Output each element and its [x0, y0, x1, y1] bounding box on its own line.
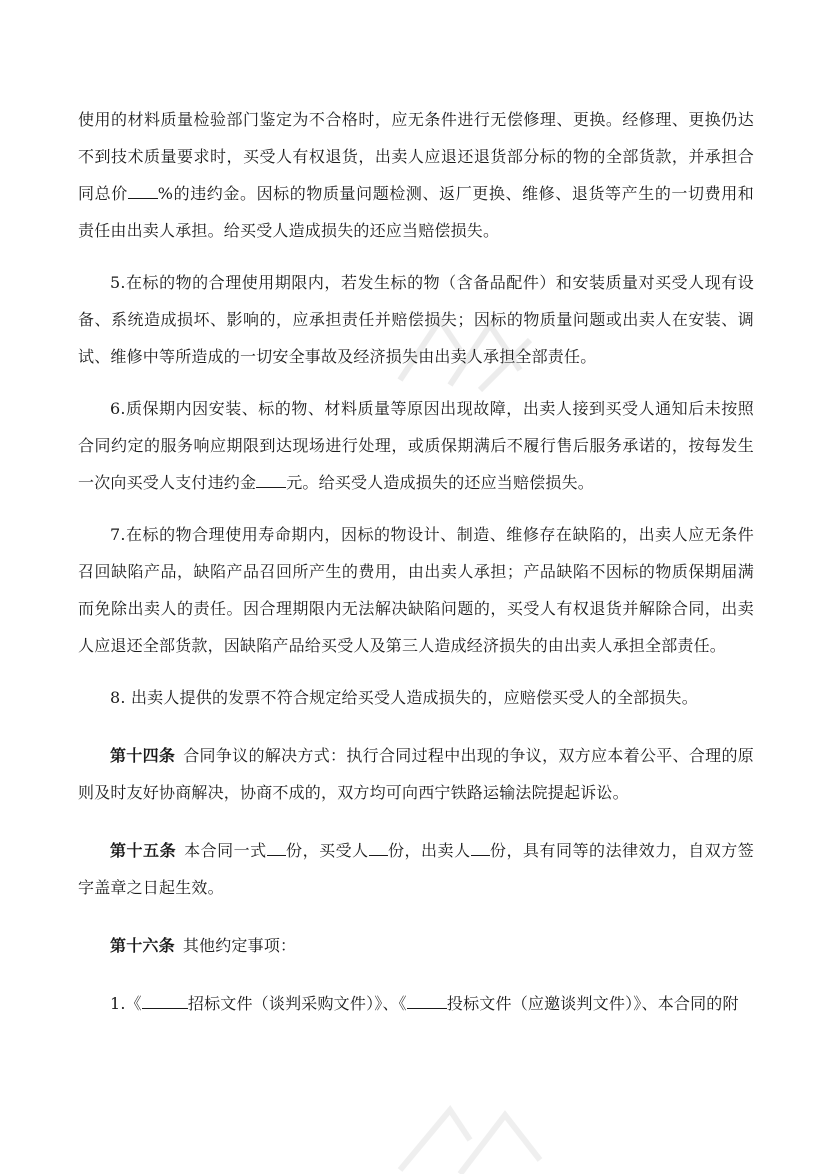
blank-tender-doc[interactable]: [142, 994, 188, 1009]
contract-body: [78, 101, 754, 1037]
paragraph-item-7: 7.在标的物合理使用寿命期内，因标的物设计、制造、维修存在缺陷的，出卖人应无条件召回缺陷产品，缺陷产品召回所产生的费用，由出卖人承担；产品缺陷不因标的物质保期届满而免除出卖人的责任。因合理期限内无法解决缺陷问题的，买受人有权退货并解除合同，出卖人应退还全部货款，因缺陷产品给买受人及第三人造成经济损失的由出卖人承担全部责任。: [78, 525, 754, 655]
paragraph-quality-clause: 使用的材料质量检验部门鉴定为不合格时，应无条件进行无偿修理、更换。经修理、更换仍达不到技术质量要求时，买受人有权退货，出卖人应退还退货部分标的物的全部货款，并承担合同总价 %的违约金。因标的物质量问题检测、返厂更换、维修、退货等产生的一切费用和责任由出卖人承担。给买受人造成损失的还应当赔偿损失。: [78, 110, 755, 240]
paragraph-item-8: 8. 出卖人提供的发票不符合规定给买受人造成损失的，应赔偿买受人的全部损失。: [110, 688, 698, 707]
blank-copies-seller[interactable]: [471, 841, 490, 856]
article-16-heading: 第十六条: [110, 936, 175, 955]
watermark-graphic-bottom: [390, 1080, 550, 1174]
blank-copies-total[interactable]: [267, 841, 286, 856]
blank-percent[interactable]: [128, 184, 158, 199]
article-15-heading: 第十五条: [110, 841, 177, 860]
blank-copies-buyer[interactable]: [369, 841, 388, 856]
article-14-heading: 第十四条: [110, 746, 176, 765]
watermark-graphic: [390, 300, 540, 400]
paragraph-item-1: 1.《 招标文件（谈判采购文件）》、《 投标文件（应邀谈判文件）》、本合同的附: [110, 994, 739, 1013]
paragraph-article-16: 第十六条 其他约定事项：: [110, 936, 297, 955]
paragraph-item-5: 5.在标的物的合理使用期限内，若发生标的物（含备品配件）和安装质量对买受人现有设备、系统造成损坏、影响的，应承担责任并赔偿损失；因标的物质量问题或出卖人在安装、调试、维修中等所造成的一切安全事故及经济损失由出卖人承担全部责任。: [78, 273, 754, 366]
paragraph-item-6: 6.质保期内因安装、标的物、材料质量等原因出现故障，出卖人接到买受人通知后未按照合同约定的服务响应期限到达现场进行处理，或质保期满后不履行售后服务承诺的，按每发生一次向买受人支付违约金 元。给买受人造成损失的还应当赔偿损失。: [78, 399, 754, 492]
paragraph-article-15: 第十五条 本合同一式 份，买受人 份，出卖人 份，具有同等的法律效力，自双方签字盖章之日起生效。: [78, 841, 754, 897]
paragraph-article-14: 第十四条 合同争议的解决方式：执行合同过程中出现的争议，双方应本着公平、合理的原则及时友好协商解决，协商不成的，双方均可向西宁铁路运输法院提起诉讼。: [78, 746, 754, 802]
blank-bid-doc[interactable]: [407, 994, 447, 1009]
blank-penalty-amount[interactable]: [256, 473, 286, 488]
